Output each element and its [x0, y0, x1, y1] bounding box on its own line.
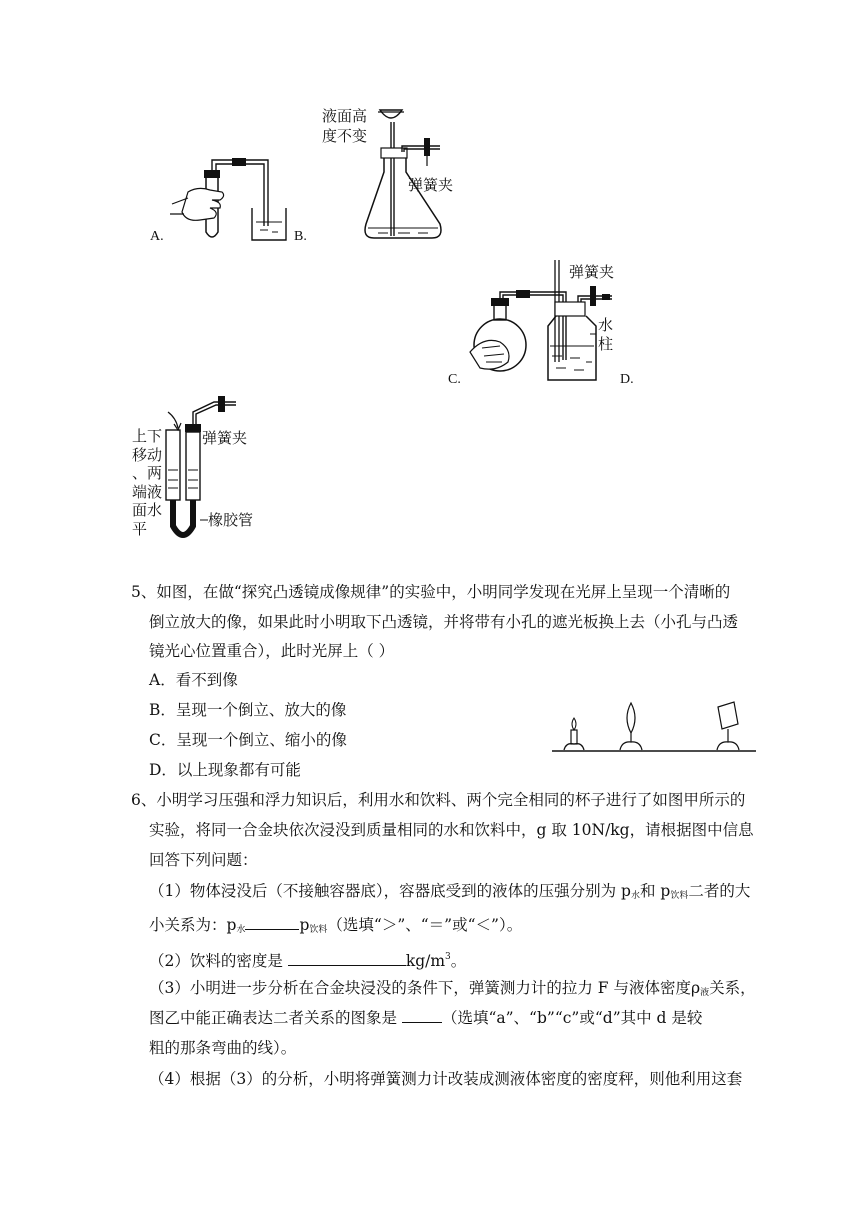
q6-part-2-unit: kg/m	[405, 952, 446, 970]
figure-d-label-water-1: 水	[598, 316, 614, 334]
q5-option-c: C．呈现一个倒立、缩小的像	[149, 731, 347, 749]
figure-e-label-line: 面水	[132, 501, 163, 519]
figure-b-label-level-2: 度不变	[322, 127, 368, 145]
q6-part-1-relation	[149, 910, 522, 946]
q6-part-2-unit-exp: 3	[445, 952, 451, 962]
q6-part-1	[149, 876, 750, 912]
q6-part-1-sub-water: 水	[630, 891, 640, 901]
q6-graph-text-a: 图乙中能正确表达二者关系的图象是	[149, 1009, 398, 1027]
figure-d-letter: D.	[620, 372, 634, 387]
q6-part-2-text-a: （2）饮料的密度是	[149, 952, 283, 970]
figure-b-label-clip: 弹簧夹	[408, 176, 454, 194]
figure-e-label-line: 端液	[132, 482, 163, 501]
figure-e-label-line: 移动	[132, 445, 163, 464]
q6-part-4: （4）根据（3）的分析，小明将弹簧测力计改装成测液体密度的密度秤，则他利用这套	[149, 1070, 743, 1088]
figure-e-label-line: 上下	[132, 427, 163, 445]
q6-graph-answer-blank[interactable]	[402, 1006, 442, 1023]
q6-relation-sub-drink: 饮料	[309, 925, 328, 935]
figure-e-label-clip: 弹簧夹	[202, 429, 248, 447]
q6-line-1: 6、小明学习压强和浮力知识后，利用水和饮料、两个完全相同的杯子进行了如图甲所示的	[131, 791, 746, 809]
figure-d-label-water-2: 柱	[598, 335, 614, 353]
q6-part-3-text-a: （3）小明进一步分析在合金块浸没的条件下，弹簧测力计的拉力 F 与液体密度ρ	[149, 979, 701, 997]
q6-part-1-text-b: 和 p	[639, 882, 671, 900]
figure-a-letter: A.	[150, 229, 164, 244]
q5-line-1: 5、如图，在做“探究凸透镜成像规律”的实验中，小明同学发现在光屏上呈现一个清晰的	[131, 583, 731, 601]
q6-part-3-text-b: 关系，	[709, 979, 756, 997]
q5-line-2: 倒立放大的像，如果此时小明取下凸透镜，并将带有小孔的遮光板换上去（小孔与凸透	[149, 613, 739, 631]
q6-relation-answer-blank[interactable]	[245, 913, 299, 930]
q6-part-3-graph	[149, 1003, 702, 1034]
q5-option-b: B．呈现一个倒立、放大的像	[149, 701, 347, 719]
q6-part-3-end: 粗的那条弯曲的线）。	[149, 1039, 297, 1057]
q6-line-3: 回答下列问题：	[149, 851, 258, 869]
q5-line-3: 镜光心位置重合），此时光屏上（ ）	[149, 642, 395, 660]
q6-graph-text-b: （选填“a”、“b”“c”或“d”其中 d 是较	[441, 1009, 703, 1027]
figure-d-label-clip: 弹簧夹	[569, 263, 615, 281]
figure-c-letter: C.	[448, 372, 461, 387]
figure-e-label-tube: 橡胶管	[208, 511, 254, 529]
q5-option-a: A．看不到像	[149, 671, 238, 689]
q6-relation-text-c: （选填“＞”、“＝”或“＜”）。	[327, 916, 523, 934]
q5-option-d: D．以上现象都有可能	[149, 761, 301, 779]
q6-part-1-text-a: （1）物体浸没后（不接触容器底），容器底受到的液体的压强分别为 p	[149, 882, 631, 900]
q6-relation-text-a: 小关系为：p	[149, 916, 237, 934]
figure-b-letter: B.	[294, 229, 307, 244]
q6-part-1-text-c: 二者的大	[688, 882, 751, 900]
q6-line-2: 实验，将同一合金块依次浸没到质量相同的水和饮料中，g 取 10N/kg，请根据图中信息	[149, 821, 754, 839]
q6-relation-sub-water: 水	[236, 925, 246, 935]
q6-part-2	[149, 942, 466, 977]
figure-b-label-level-1: 液面高	[322, 107, 368, 125]
q6-relation-text-b: p	[299, 916, 310, 934]
q6-part-1-sub-drink: 饮料	[670, 891, 689, 901]
figure-e-label-line: 、两	[132, 464, 163, 482]
q6-part-2-end: 。	[450, 952, 467, 970]
q6-density-answer-blank[interactable]	[288, 949, 406, 966]
figure-e-label-line: 平	[132, 519, 148, 538]
q6-part-3-sub-liquid: 液	[700, 988, 710, 998]
